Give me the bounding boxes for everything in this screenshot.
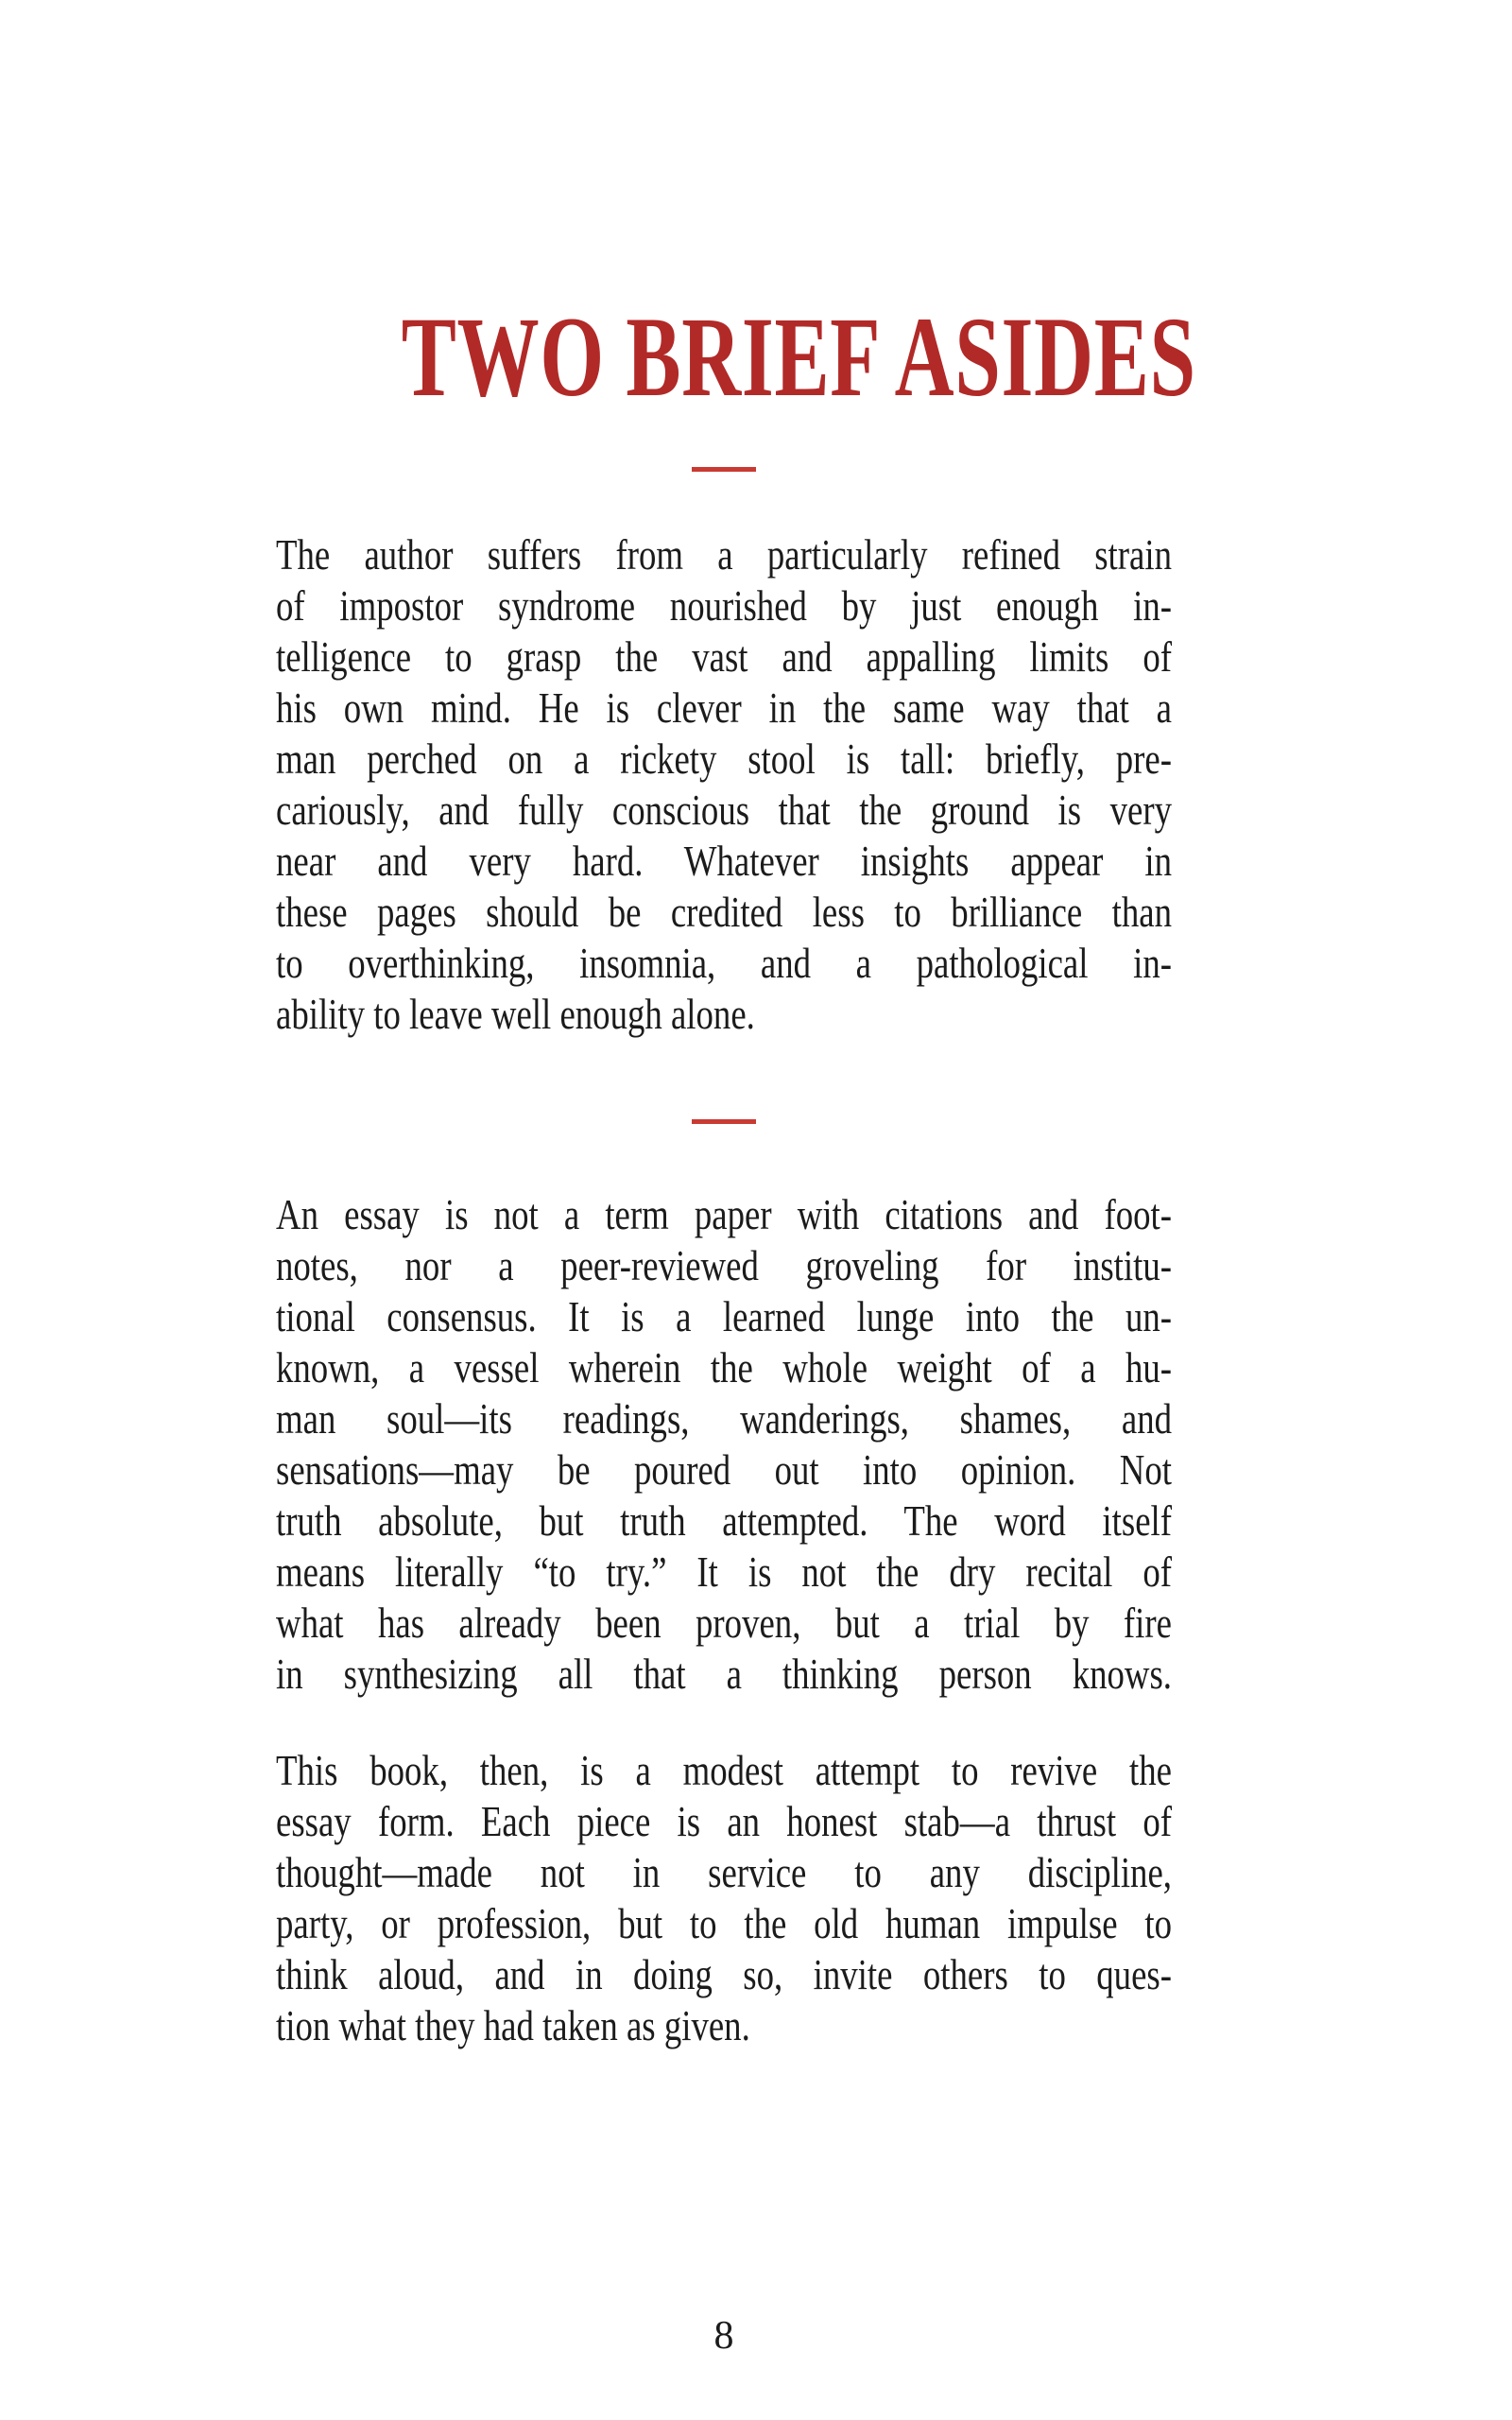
text-line: telligence to grasp the vast and appalling limits of [276, 632, 1172, 681]
paragraph [276, 1745, 1172, 2051]
text-line: to overthinking, insomnia, and a pathological in- [276, 939, 1172, 987]
text-line: these pages should be credited less to brilliance than [276, 888, 1172, 936]
content-sections [276, 467, 1172, 2051]
text-line: near and very hard. Whatever insights appear in [276, 837, 1172, 885]
text-line: party, or profession, but to the old human impulse to [276, 1899, 1172, 1947]
text-line: man perched on a rickety stool is tall: briefly, pre- [276, 735, 1172, 783]
text-line: This book, then, is a modest attempt to revive the [276, 1746, 1172, 1794]
text-line: of impostor syndrome nourished by just enough in- [276, 581, 1172, 630]
section-divider-rule [692, 467, 756, 472]
text-line: notes, nor a peer-reviewed groveling for institu- [276, 1241, 1172, 1289]
page-number: 8 [713, 2314, 734, 2358]
chapter-title: TWO BRIEF ASIDES [401, 294, 1196, 421]
section-divider-rule [692, 1119, 756, 1124]
text-line: in synthesizing all that a thinking person knows. [276, 1650, 1172, 1698]
text-line: think aloud, and in doing so, invite others to ques- [276, 1950, 1172, 1998]
text-line: tional consensus. It is a learned lunge into the un- [276, 1292, 1172, 1340]
text-column [276, 0, 1196, 2358]
text-line: sensations—may be poured out into opinion. Not [276, 1445, 1172, 1494]
text-line: tion what they had taken as given. [276, 2001, 750, 2049]
paragraph [276, 529, 1172, 1040]
text-line: man soul—its readings, wanderings, shames, and [276, 1394, 1172, 1443]
text-line: cariously, and fully conscious that the ground is very [276, 786, 1172, 834]
text-line: thought—made not in service to any discipline, [276, 1848, 1172, 1896]
text-line: what has already been proven, but a trial by fire [276, 1599, 1172, 1647]
text-line: An essay is not a term paper with citations and foot- [276, 1190, 1172, 1238]
text-line: ability to leave well enough alone. [276, 990, 755, 1038]
text-line: known, a vessel wherein the whole weight of a hu- [276, 1343, 1172, 1392]
text-line: essay form. Each piece is an honest stab—a thrust of [276, 1797, 1172, 1845]
text-line: means literally “to try.” It is not the dry recital of [276, 1547, 1172, 1596]
paragraph [276, 1189, 1172, 1700]
text-line: truth absolute, but truth attempted. The word itself [276, 1496, 1172, 1545]
text-line: his own mind. He is clever in the same way that a [276, 683, 1172, 732]
text-line: The author suffers from a particularly refined strain [276, 530, 1172, 579]
